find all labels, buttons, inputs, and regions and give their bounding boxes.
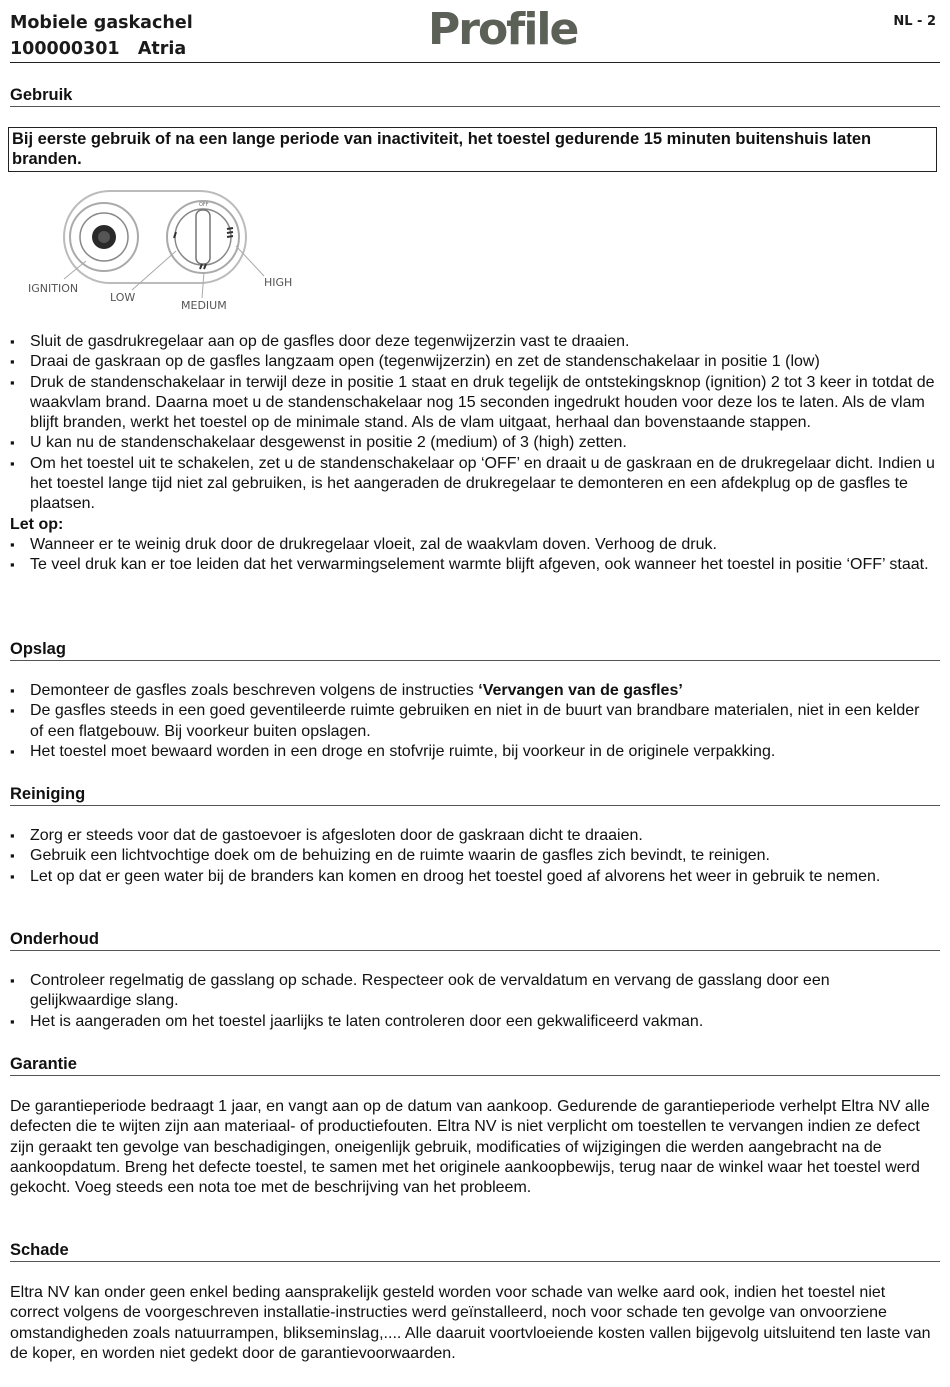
section-title-opslag: Opslag [10, 638, 940, 661]
list-item: ▪ Om het toestel uit te schakelen, zet u de standenschakelaar op ‘OFF’ en draait u de gaskraan en de drukregelaar dicht. Indien u het toestel lange tijd niet zal gebruiken, is het aangeraden de drukregelaar te demonteren en een afdekplug op de gasfles te plaatsen. [10, 454, 935, 515]
list-item: ▪ Te veel druk kan er toe leiden dat het verwarmingselement warmte blijft afgeven, ook wanneer het toestel in positie ‘OFF’ staat. [10, 555, 935, 575]
section-title-gebruik: Gebruik [10, 84, 940, 107]
section-title-reiniging: Reiniging [10, 783, 940, 806]
control-panel-diagram [24, 186, 304, 316]
list-item: ▪ Controleer regelmatig de gasslang op schade. Respecteer ook de vervaldatum en vervang de gasslang door een gelijkwaardige slang. [10, 971, 935, 1012]
section-title-onderhoud: Onderhoud [10, 928, 940, 951]
header-title [10, 10, 193, 62]
label-ignition: IGNITION [28, 282, 79, 295]
section-title-schade: Schade [10, 1239, 940, 1262]
list-item: ▪ U kan nu de standenschakelaar desgewenst in positie 2 (medium) of 3 (high) zetten. [10, 433, 935, 453]
product-code: 100000301 Atria [10, 39, 187, 59]
list-item: ▪ Sluit de gasdrukregelaar aan op de gasfles door deze tegenwijzerzin vast te draaien. [10, 332, 935, 352]
list-item: ▪ De gasfles steeds in een goed geventileerde ruimte gebruiken en niet in de buurt van brandbare materialen, niet in een kelder of een flatgebouw. Bij voorkeur buiten opslagen. [10, 701, 935, 742]
list-item-text: Demonteer de gasfles zoals beschreven volgens de instructies [30, 682, 479, 699]
list-item: ▪ Zorg er steeds voor dat de gastoevoer is afgesloten door de gaskraan dicht te draaien. [10, 826, 935, 846]
list-item: ▪ Let op dat er geen water bij de branders kan komen en droog het toestel goed af alvorens het weer in gebruik te nemen. [10, 867, 935, 887]
usage-instructions [10, 332, 935, 576]
list-item: ▪ Gebruik een lichtvochtige doek om de behuizing en de ruimte waarin de gasfles zich bevindt, te reinigen. [10, 846, 935, 866]
list-item-reference: ‘Vervangen van de gasfles’ [478, 682, 683, 699]
cleaning-instructions [10, 826, 935, 887]
list-item: ▪ Het is aangeraden om het toestel jaarlijks te laten controleren door een gekwalificeerd vakman. [10, 1012, 935, 1032]
label-low: LOW [110, 291, 136, 304]
control-panel-illustration [24, 186, 304, 316]
first-use-notice: Bij eerste gebruik of na een lange periode van inactiviteit, het toestel gedurende 15 minuten buitenshuis laten branden. [8, 127, 937, 172]
list-item: ▪ Het toestel moet bewaard worden in een droge en stofvrije ruimte, bij voorkeur in de originele verpakking. [10, 742, 935, 762]
liability-paragraph: Eltra NV kan onder geen enkel beding aansprakelijk gesteld worden voor schade van welke aard ook, indien het toestel niet correct volgens de voorgeschreven installatie-instructies werd geïnstalleerd, noch voor schade ten gevolge van onvoorziene omstandigheden zoals natuurrampen, blikseminslag,.... Alle daaruit voortvloeiende kosten vallen bijgevolg uitsluitend ten laste van de koper, en worden niet gedekt door de garantievoorwaarden. [10, 1284, 931, 1362]
warranty-paragraph: De garantieperiode bedraagt 1 jaar, en vangt aan op de datum van aankoop. Gedurende de garantieperiode verhelpt Eltra NV alle defecten die te wijten zijn aan materiaal- of productiefouten. Eltra NV is niet verplicht om toestellen te vervangen indien ze defect zijn geraakt ten gevolge van beschadigingen, oneigenlijk gebruik, modificaties of wijzigingen die werden aangebracht na de aankoopdatum. Breng het defecte toestel, te samen met het originele aankoopbewijs, terug naar de winkel waar het toestel werd gekocht. Voeg steeds een nota toe met de beschrijving van het probleem. [10, 1098, 930, 1197]
list-item: ▪ Druk de standenschakelaar in terwijl deze in positie 1 staat en druk tegelijk de ontstekingsknop (ignition) 2 tot 3 keer in totdat de waakvlam brand. Daarna moet u de standenschakelaar nog 15 seconden ingedrukt houden voor deze los te laten. Als de vlam blijft branden, werkt het toestel op de minimale stand. Als de vlam uitgaat, herhaal dan bovenstaande stappen. [10, 373, 935, 434]
page-header [10, 4, 940, 63]
product-name: Mobiele gaskachel [10, 13, 193, 33]
label-off: OFF [199, 202, 209, 208]
liability-text [10, 1283, 935, 1364]
brand-logo: Profile [428, 4, 578, 55]
maintenance-instructions [10, 971, 935, 1032]
list-item: ▪ Wanneer er te weinig druk door de drukregelaar vloeit, zal de waakvlam doven. Verhoog de druk. [10, 535, 935, 555]
storage-instructions [10, 681, 935, 762]
list-item [10, 681, 935, 701]
section-title-garantie: Garantie [10, 1053, 940, 1076]
page-number: NL - 2 [893, 14, 936, 29]
warning-label: Let op: [10, 515, 64, 533]
list-item: ▪ Draai de gaskraan op de gasfles langzaam open (tegenwijzerzin) en zet de standenschakelaar in positie 1 (low) [10, 352, 935, 372]
label-medium: MEDIUM [181, 299, 227, 312]
label-high: HIGH [264, 276, 293, 289]
warranty-text [10, 1097, 935, 1198]
